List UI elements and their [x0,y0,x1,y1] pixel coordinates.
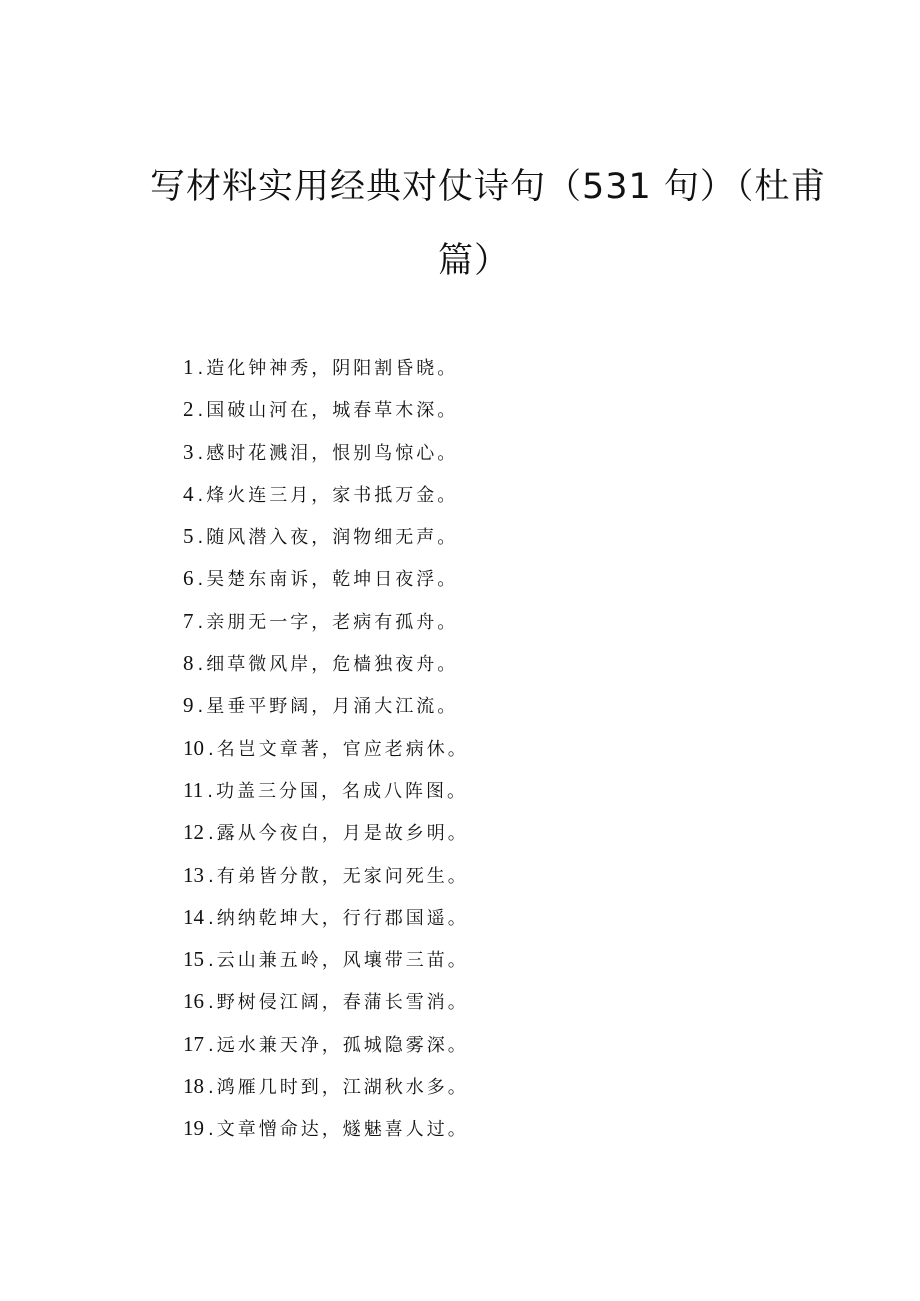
verse-list [183,346,469,1150]
item-number: 19 [183,1116,204,1141]
item-text: .感时花溅泪，恨别鸟惊心。 [197,442,459,464]
title-line-1: 写材料实用经典对仗诗句（531 句）（杜甫 [150,167,827,207]
item-text: .有弟皆分散，无家问死生。 [208,865,469,887]
item-text: .云山兼五岭，风壤带三苗。 [208,950,469,972]
list-item [183,557,469,599]
item-text: .吴楚东南诉，乾坤日夜浮。 [197,569,459,591]
list-item [183,684,469,726]
item-number: 1 [183,355,194,379]
list-item [183,938,469,980]
list-item [183,431,469,473]
list-item [183,854,469,896]
item-text: .随风潜入夜，润物细无声。 [197,527,459,549]
item-text: .细草微风岸，危樯独夜舟。 [197,654,459,676]
item-number: 15 [183,947,204,972]
list-item [183,896,469,938]
item-text: .造化钟神秀，阴阳割昏晓。 [197,358,459,379]
item-text: .文章憎命达，燧魅喜人过。 [208,1119,469,1141]
item-text: .国破山河在，城春草木深。 [197,400,459,422]
list-item [183,600,469,642]
item-number: 5 [183,524,194,549]
title-line-2: 篇） [437,241,510,281]
list-item [183,1107,469,1149]
item-number: 3 [183,439,194,464]
item-text: .星垂平野阔，月涌大江流。 [197,696,459,718]
item-number: 13 [183,862,204,887]
item-text: .名岂文章著，官应老病休。 [208,738,469,760]
list-item [183,346,469,388]
item-number: 9 [183,693,194,718]
list-item [183,811,469,853]
list-item [183,1023,469,1065]
item-number: 18 [183,1074,204,1099]
item-number: 12 [183,820,204,845]
item-text: .纳纳乾坤大，行行郡国遥。 [208,907,469,929]
item-text: .鸿雁几时到，江湖秋水多。 [208,1077,469,1099]
list-item [183,769,469,811]
item-number: 8 [183,651,194,676]
item-text: .功盖三分国，名成八阵图。 [207,780,468,802]
item-number: 6 [183,566,194,591]
list-item [183,388,469,430]
document-title [150,150,827,298]
list-item [183,473,469,515]
item-number: 4 [183,481,194,506]
list-item [183,515,469,557]
item-number: 17 [183,1031,204,1056]
item-number: 14 [183,904,204,929]
item-text: .远水兼天净，孤城隐雾深。 [208,1034,469,1056]
item-text: .野树侵江阔，春蒲长雪消。 [208,992,469,1014]
item-text: .亲朋无一字，老病有孤舟。 [197,611,459,633]
item-number: 2 [183,397,194,422]
item-number: 10 [183,735,204,760]
item-number: 7 [183,608,194,633]
item-text: .烽火连三月，家书抵万金。 [197,484,459,506]
list-item [183,727,469,769]
list-item [183,642,469,684]
list-item [183,1065,469,1107]
item-number: 16 [183,989,204,1014]
list-item [183,980,469,1022]
item-number: 11 [183,777,204,802]
item-text: .露从今夜白，月是故乡明。 [208,823,469,845]
